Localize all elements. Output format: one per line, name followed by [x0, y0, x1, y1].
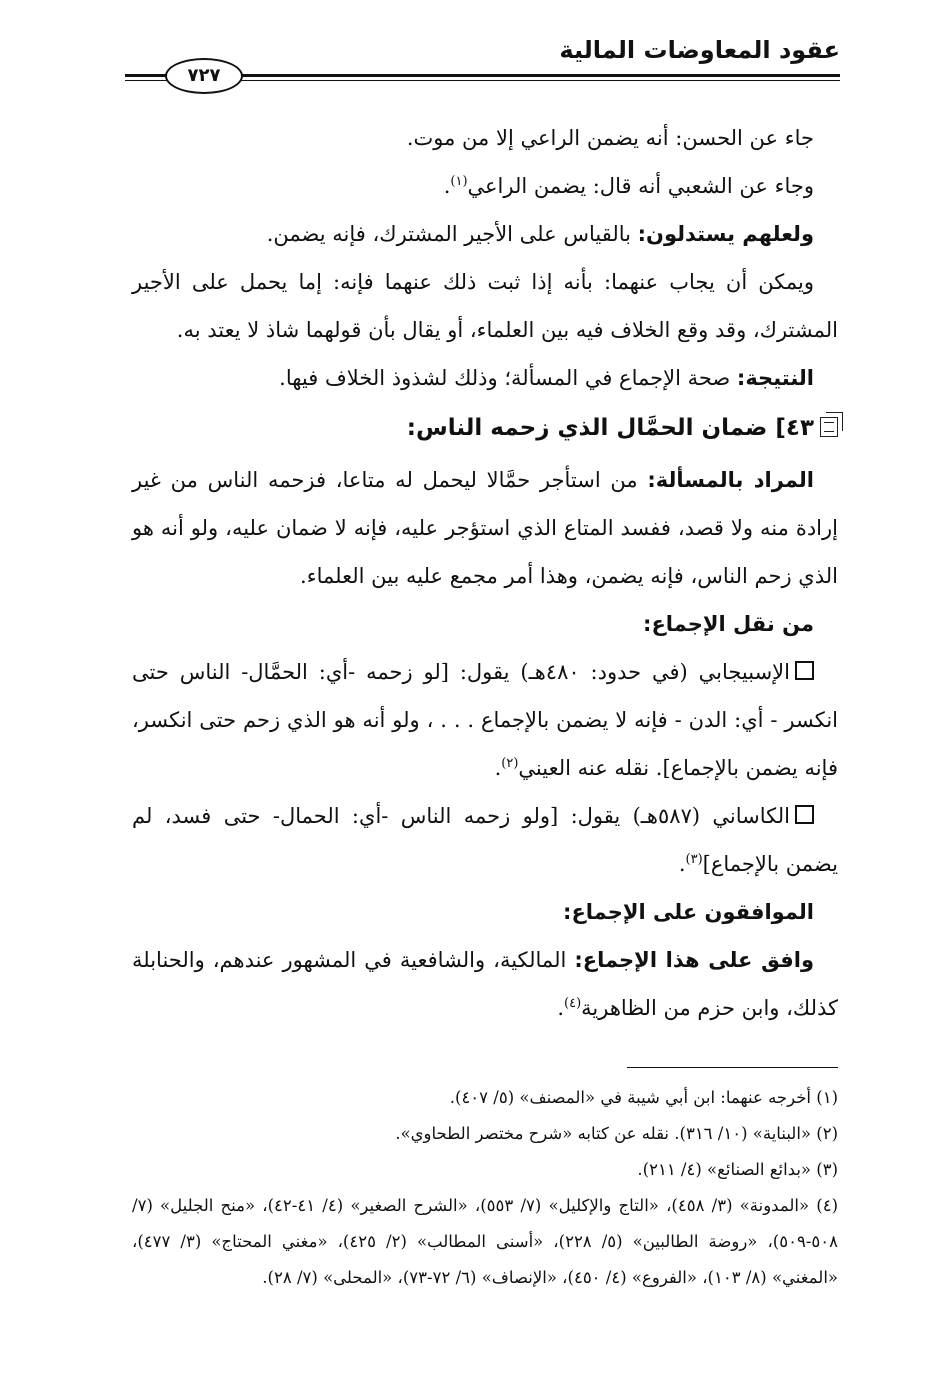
footnote-ref[interactable]: (٣)	[685, 852, 703, 867]
paragraph-end: .	[494, 756, 502, 780]
footnote-ref[interactable]: (١)	[450, 174, 468, 189]
page-number: ٧٢٧	[165, 58, 243, 94]
header-title: عقود المعاوضات المالية	[559, 36, 840, 64]
bold-label: وافق على هذا الإجماع:	[574, 948, 814, 972]
footnote: (٢) «البناية» (١٠/ ٣١٦). نقله عن كتابه «شرح مختصر الطحاوي».	[395, 1124, 838, 1143]
header-rule-left	[125, 74, 170, 81]
quote-text: الكاساني (٥٨٧هـ) يقول: [ولو زحمه الناس -أي: الحمال- حتى فسد، لم يضمن بالإجماع]	[132, 804, 838, 876]
footnote-ref[interactable]: (٤)	[564, 996, 582, 1011]
running-header	[125, 36, 840, 86]
paragraph-end: .	[557, 996, 565, 1020]
paragraph	[132, 456, 838, 600]
bold-label: المراد بالمسألة:	[647, 468, 814, 492]
header-rule	[235, 74, 840, 81]
bold-label: النتيجة:	[736, 366, 814, 390]
paragraph-end: .	[678, 852, 686, 876]
subheading-agreeing: الموافقون على الإجماع:	[563, 900, 814, 924]
paragraph	[132, 162, 838, 210]
paragraph	[132, 210, 838, 258]
paragraph-text: صحة الإجماع في المسألة؛ وذلك لشذوذ الخلاف فيها.	[279, 366, 737, 390]
paragraph	[132, 936, 838, 1032]
footnote-separator	[627, 1067, 838, 1068]
paragraph-text: المالكية، والشافعية في المشهور عندهم، والحنابلة كذلك، وابن حزم من الظاهرية	[132, 948, 838, 1020]
footnotes	[132, 1080, 838, 1296]
main-text	[132, 114, 838, 1032]
subheading-transmitters: من نقل الإجماع:	[643, 612, 814, 636]
section-heading-text: ٤٣] ضمان الحمَّال الذي زحمه الناس:	[406, 415, 814, 441]
paragraph: ويمكن أن يجاب عنهما: بأنه إذا ثبت ذلك عنهما فإنه: إما يحمل على الأجير المشترك، وقد وقع الخلاف فيه بين العلماء، أو يقال بأن قولهما شاذ لا يعتد به.	[132, 270, 838, 342]
paragraph-text: وجاء عن الشعبي أنه قال: يضمن الراعي	[467, 174, 814, 198]
paragraph-text: بالقياس على الأجير المشترك، فإنه يضمن.	[266, 222, 638, 246]
footnote: (١) أخرجه عنهما: ابن أبي شيبة في «المصنف» (٥/ ٤٠٧).	[449, 1088, 838, 1107]
section-heading	[132, 404, 838, 452]
paragraph	[132, 354, 838, 402]
quote-item	[132, 648, 838, 792]
footnote-ref[interactable]: (٢)	[501, 756, 519, 771]
bold-label: ولعلهم يستدلون:	[637, 222, 814, 246]
paragraph: جاء عن الحسن: أنه يضمن الراعي إلا من موت.	[406, 126, 814, 150]
paragraph-text: من استأجر حمَّالا ليحمل له متاعا، فزحمه الناس من غير إرادة منه ولا قصد، ففسد المتاع الذي استؤجر عليه، فإنه لا ضمان عليه، ولو أنه هو الذي زحم الناس، فإنه يضمن، وهذا أمر مجمع عليه بين العلماء.	[132, 468, 838, 588]
quote-text: الإسبيجابي (في حدود: ٤٨٠هـ) يقول: [لو زحمه -أي: الحمَّال- الناس حتى انكسر - أي: الدن - فإنه لا يضمن بالإجماع . . . ، ولو أنه هو الذي زحم حتى انكسر، فإنه يضمن بالإجماع]. نقله عنه العيني	[132, 660, 838, 780]
checkbox-icon	[795, 805, 814, 824]
paragraph-end: .	[443, 174, 451, 198]
quote-item	[132, 792, 838, 888]
footnote: (٣) «بدائع الصنائع» (٤/ ٢١١).	[637, 1160, 838, 1179]
section-copy-icon	[820, 417, 838, 437]
checkbox-icon	[795, 661, 814, 680]
footnote: (٤) «المدونة» (٣/ ٤٥٨)، «التاج والإكليل» (٧/ ٥٥٣)، «الشرح الصغير» (٤/ ٤١-٤٢)، «منح الجليل» (٧/ ٥٠٨-٥٠٩)، «روضة الطالبين» (٥/ ٢٢٨)، «أسنى المطالب» (٢/ ٤٢٥)، «مغني المحتاج» (٣/ ٤٧٧)، «المغني» (٨/ ١٠٣)، «الفروع» (٤/ ٤٥٠)، «الإنصاف» (٦/ ٧٢-٧٣)، «المحلى» (٧/ ٢٨).	[132, 1196, 839, 1287]
